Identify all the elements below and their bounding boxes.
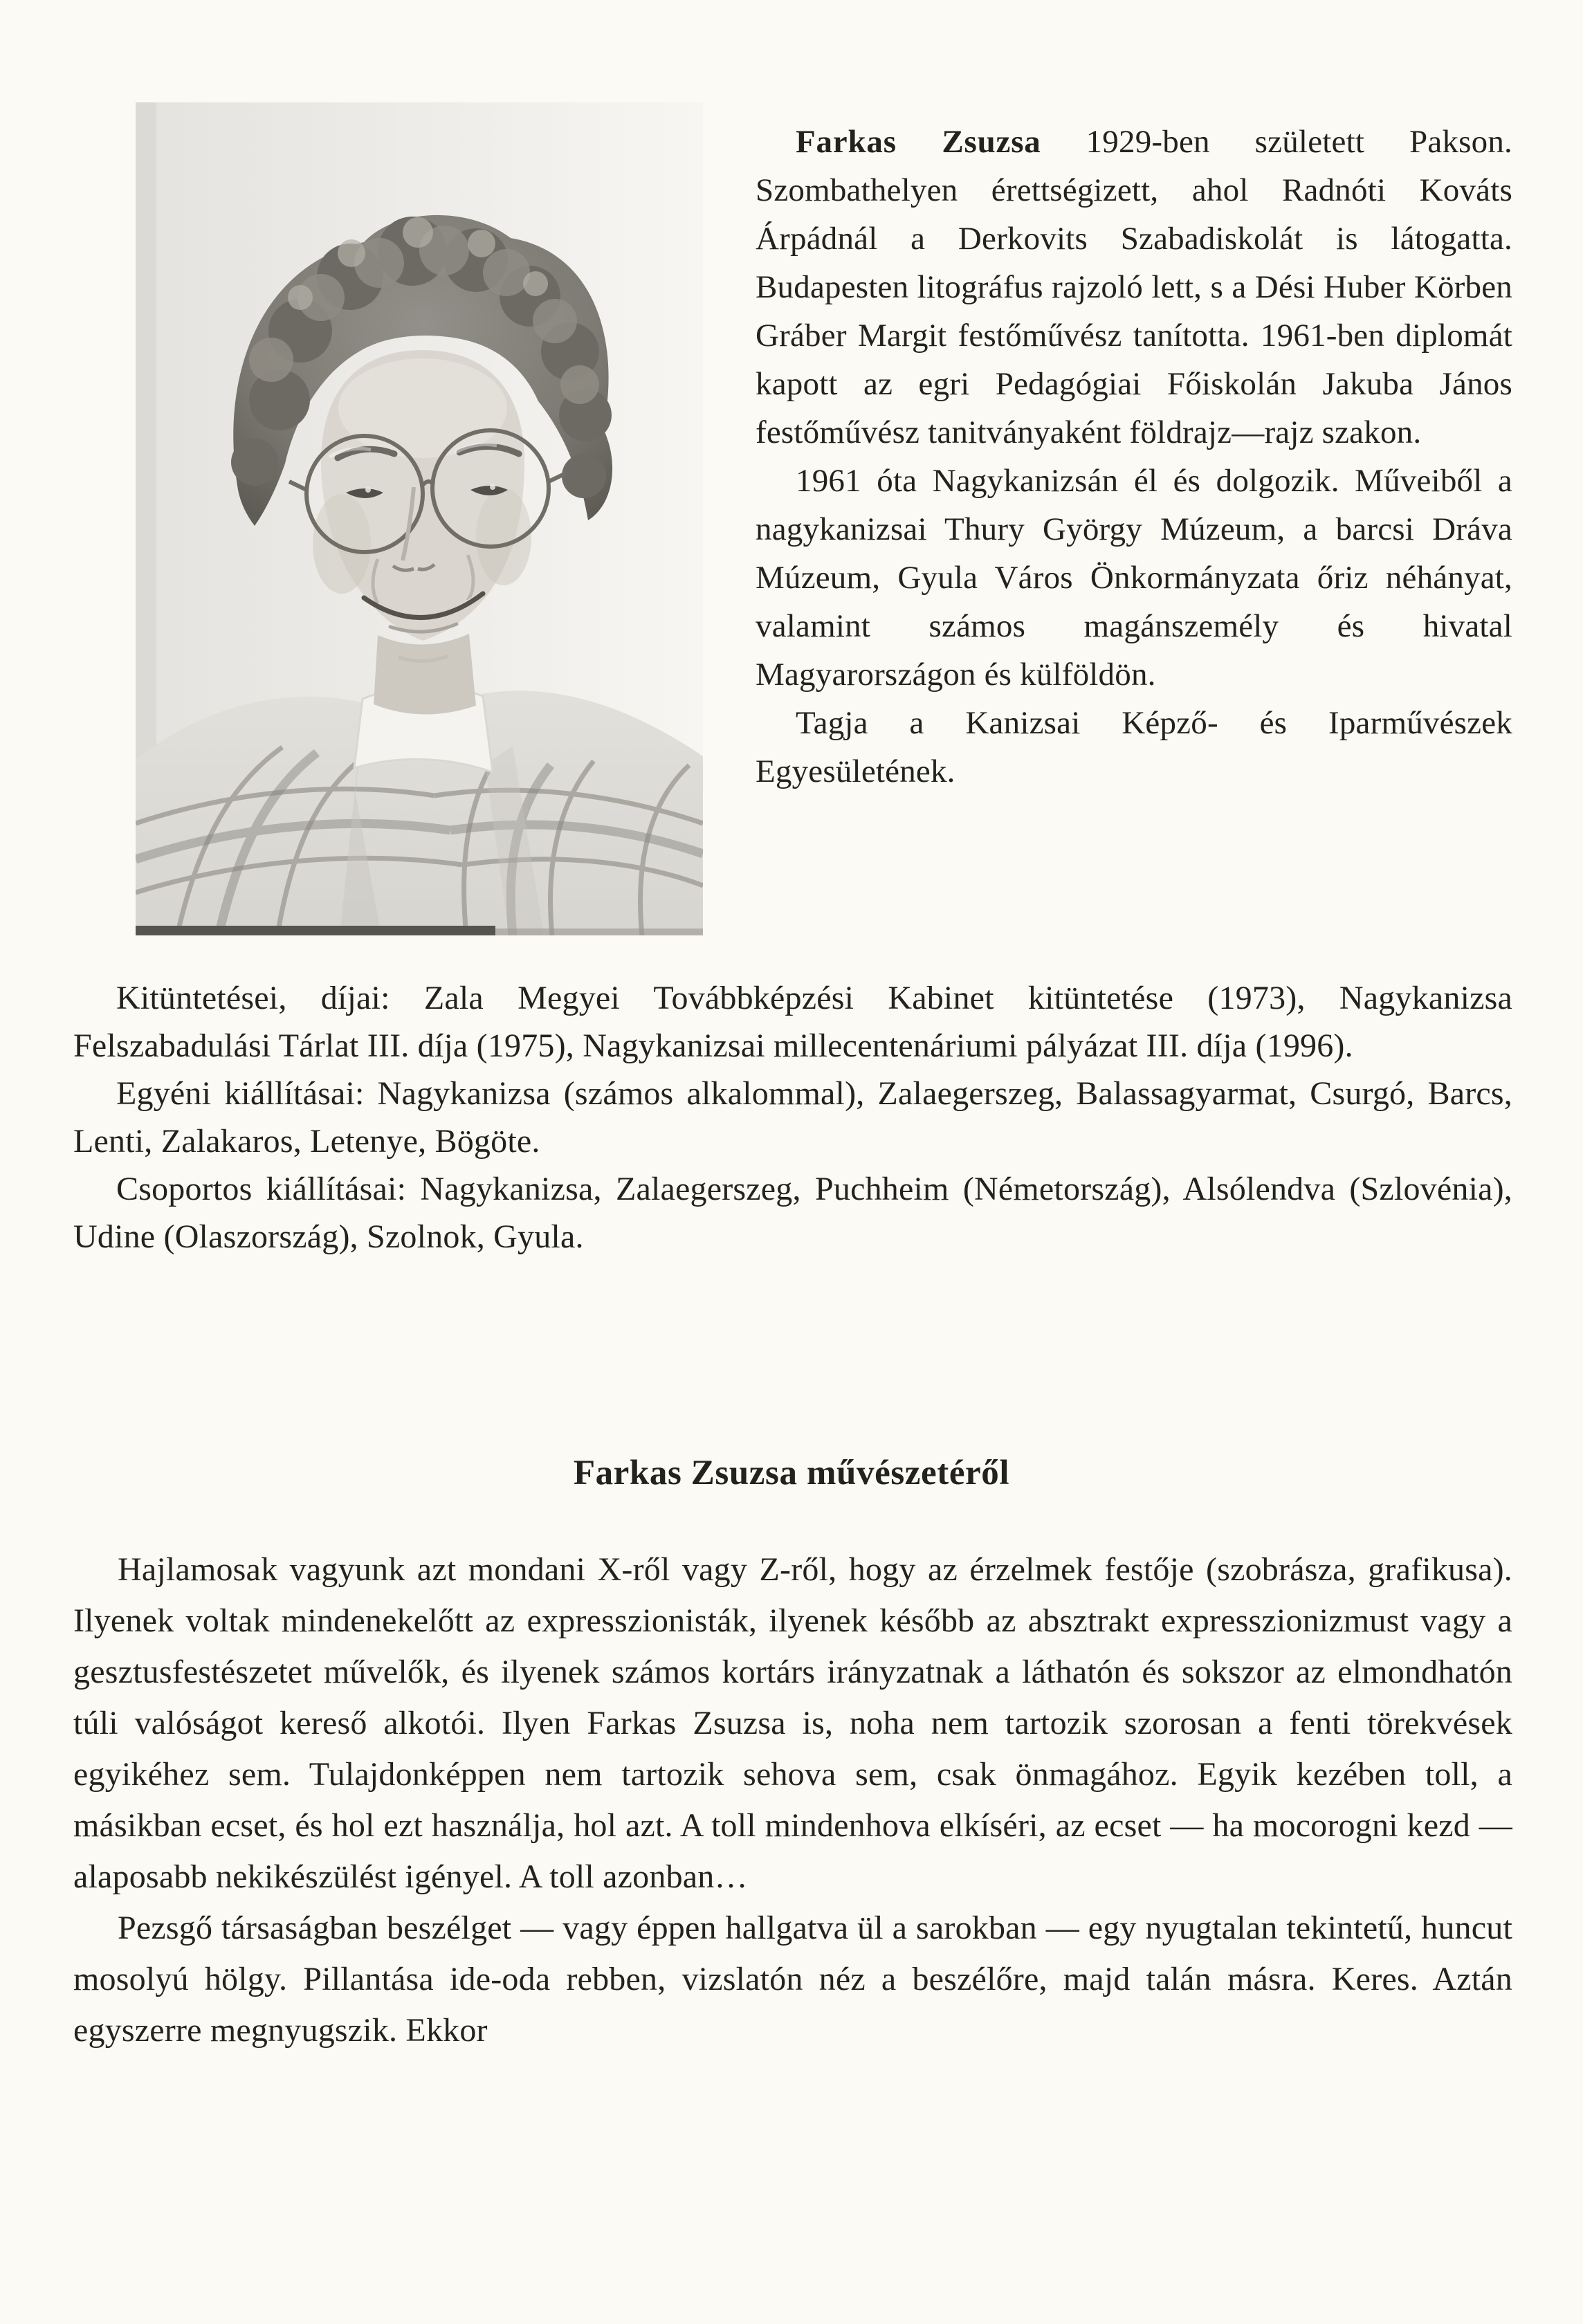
bio-paragraph-2: 1961 óta Nagykanizsán él és dolgozik. Műveiből a nagykanizsai Thury György Múzeum, a barcsi Dráva Múzeum, Gyula Város Önkormányzata őriz néhányat, valamint számos magánszemély és hivatal Magyarországon és külföldön. bbox=[756, 463, 1512, 693]
essay-block bbox=[73, 1544, 1512, 2056]
awards-paragraph: Kitüntetései, díjai: Zala Megyei Továbbképzési Kabinet kitüntetése (1973), Nagykanizsa Felszabadulási Tárlat III. díja (1975), Nagykanizsai millecentenáriumi pályázat III. díja (1996). bbox=[73, 980, 1512, 1064]
awards-exhibitions-block bbox=[73, 974, 1512, 1261]
biography-column bbox=[756, 118, 1512, 796]
portrait-photo-image bbox=[136, 102, 703, 935]
bio-paragraph-1-text: 1929-ben született Pakson. Szombathelyen érettségizett, ahol Radnóti Kováts Árpádnál a Derkovits Szabadiskolát is látogatta. Budapesten litográfus rajzoló lett, s a Dési Huber Körben Gráber Margit festőművész tanította. 1961-ben diplomát kapott az egri Pedagógiai Főiskolán Jakuba János festőművész tanitványaként földrajz—rajz szakon. bbox=[756, 124, 1512, 450]
portrait-photo bbox=[136, 102, 703, 935]
bio-paragraph-1 bbox=[756, 118, 1512, 457]
essay-heading: Farkas Zsuzsa művészetéről bbox=[573, 1454, 1010, 1492]
bio-paragraph-3: Tagja a Kanizsai Képző- és Iparművészek Egyesületének. bbox=[756, 705, 1512, 789]
group-exhibitions-paragraph: Csoportos kiállításai: Nagykanizsa, Zalaegerszeg, Puchheim (Németország), Alsólendva (Szlovénia), Udine (Olaszország), Szolnok, Gyula. bbox=[73, 1171, 1512, 1255]
essay-paragraph-2: Pezsgő társaságban beszélget — vagy éppen hallgatva ül a sarokban — egy nyugtalan tekintetű, huncut mosolyú hölgy. Pillantása ide-oda rebben, vizslatón néz a beszélőre, majd talán másra. Keres. Aztán egyszerre megnyugszik. Ekkor bbox=[73, 1910, 1512, 2049]
solo-exhibitions-paragraph: Egyéni kiállításai: Nagykanizsa (számos alkalommal), Zalaegerszeg, Balassagyarmat, Csurgó, Barcs, Lenti, Zalakaros, Letenye, Bögöte. bbox=[73, 1075, 1512, 1160]
essay-paragraph-1: Hajlamosak vagyunk azt mondani X-ről vagy Z-ről, hogy az érzelmek festője (szobrásza, grafikusa). Ilyenek voltak mindenekelőtt az expresszionisták, ilyenek később az absztrakt expresszionizmust vagy a gesztusfestészetet művelők, és ilyenek számos kortárs irányzatnak a láthatón és sokszor az elmondhatón túli valóságot kereső alkotói. Ilyen Farkas Zsuzsa is, noha nem tartozik szorosan a fenti törekvések egyikéhez sem. Tulajdonképpen nem tartozik sehova sem, csak önmagához. Egyik kezében toll, a másikban ecset, és hol ezt használja, hol azt. A toll mindenhova elkíséri, az ecset — ha mocorogni kezd — alaposabb nekikészülést igényel. A toll azonban… bbox=[73, 1551, 1512, 1895]
artist-name: Farkas Zsuzsa bbox=[796, 124, 1041, 160]
